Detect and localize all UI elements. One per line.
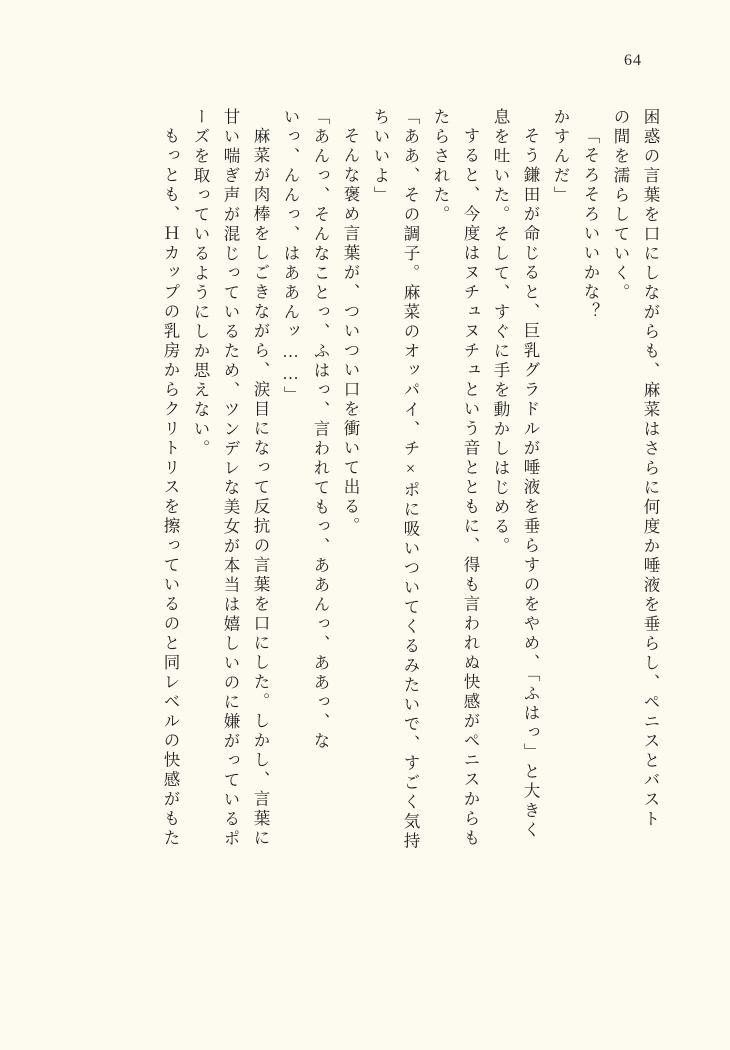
page-number: 64 <box>624 52 642 69</box>
vertical-text-body <box>72 108 658 954</box>
text-line: そう鎌田が命じると、巨乳グラドルが唾液を垂らすのをやめ、「ふはっ」と大きく <box>521 127 540 841</box>
text-line: そんな褒め言葉が、ついつい口を衝いて出る。 <box>341 127 360 537</box>
text-line: いっ、んんっ、はああんッ……」 <box>281 108 300 406</box>
text-line: かすんだ」 <box>551 108 570 206</box>
text-line: 「そろそろいいかな？ <box>581 127 600 322</box>
text-line: 麻菜が肉棒をしごきながら、涙目になって反抗の言葉を口にした。しかし、言葉に <box>251 127 270 849</box>
text-line: もっとも、Ｈカップの乳房からクリトリスを擦っているのと同レベルの快感がもた <box>161 127 180 849</box>
text-line: 甘い喘ぎ声が混じっているため、ツンデレな美女が本当は嬉しいのに嫌がっているポ <box>221 108 240 849</box>
text-line: ーズを取っているようにしか思えない。 <box>191 108 210 459</box>
text-line: 息を吐いた。そして、すぐに手を動かしはじめる。 <box>491 108 510 557</box>
text-line: 困惑の言葉を口にしながらも、麻菜はさらに何度か唾液を垂らし、ペニスとバスト <box>641 108 660 830</box>
text-line: すると、今度はヌチュヌチュという音とともに、得も言われぬ快感がペニスからも <box>461 127 480 849</box>
text-line: たらされた。 <box>431 108 450 225</box>
text-line: の間を濡らしていく。 <box>611 108 630 303</box>
text-line: 「あんっ、そんなことっ、ふはっ、言われてもっ、ああんっ、ああっ、な <box>311 108 330 752</box>
text-line: 「ああ、その調子。麻菜のオッパイ、チ×ポに吸いついてくるみたいで、すごく気持 <box>401 108 420 852</box>
text-line: ちいいよ」 <box>371 108 390 206</box>
